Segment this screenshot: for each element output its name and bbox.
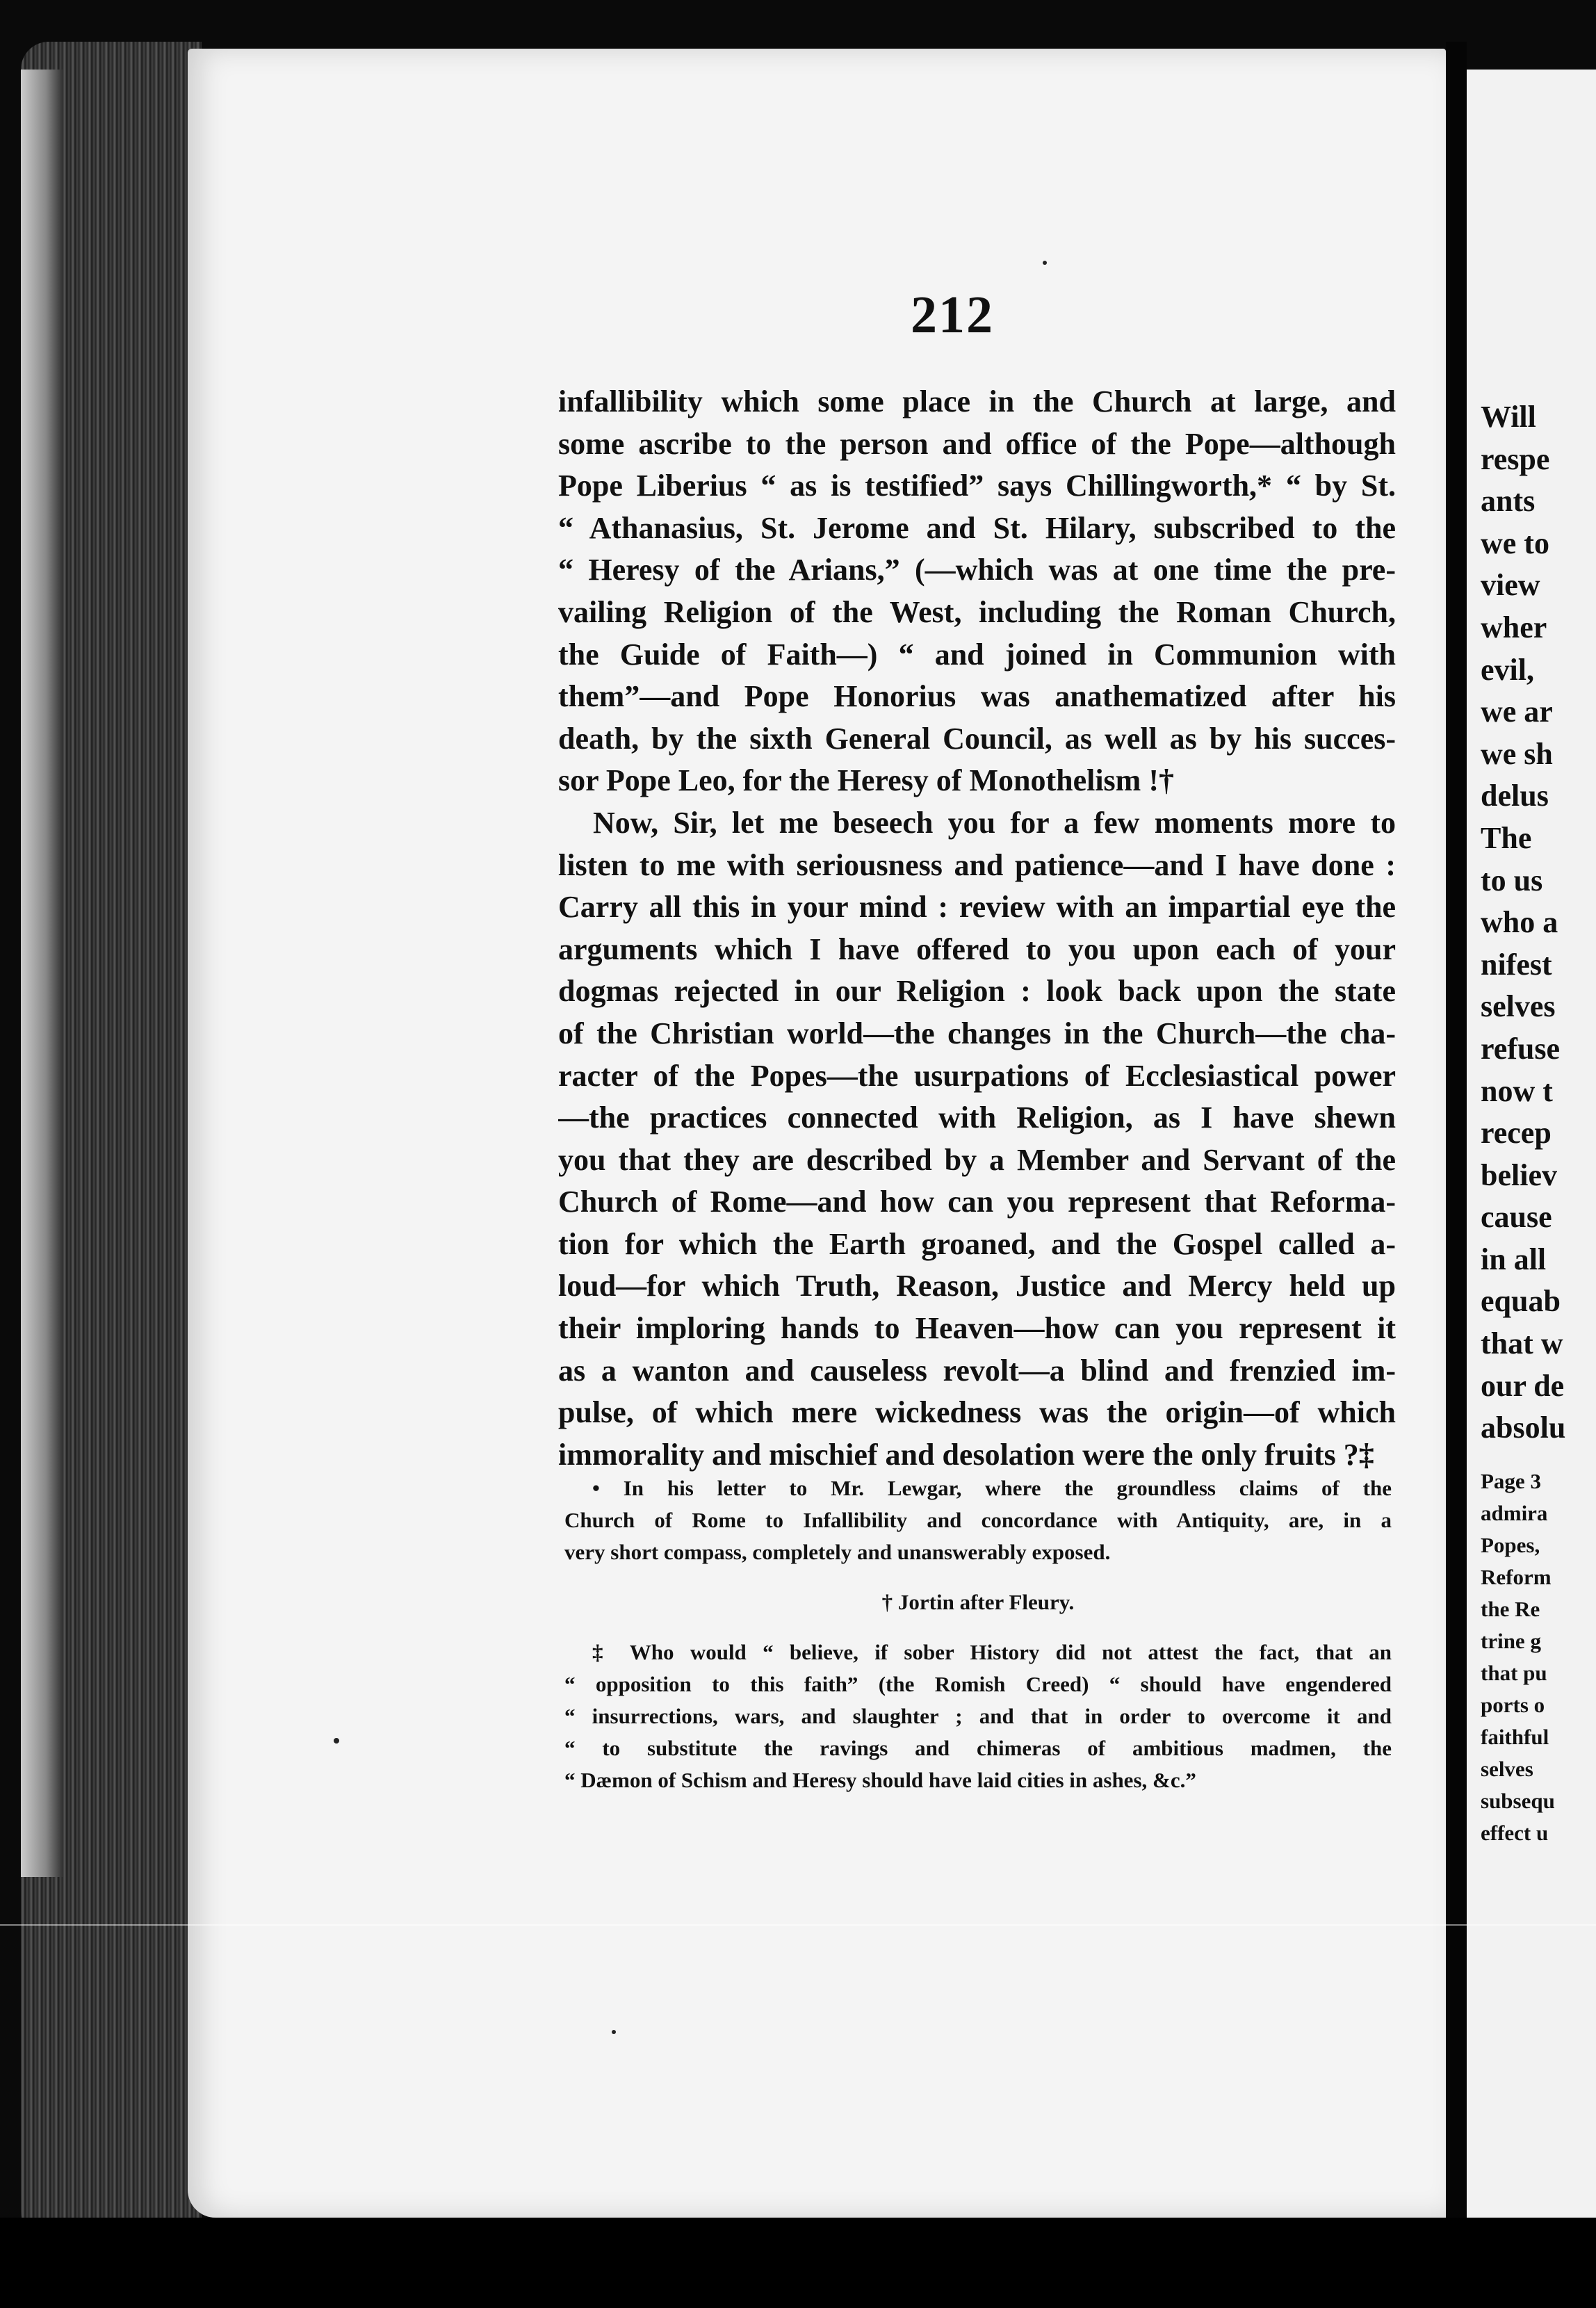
ink-speck (612, 2030, 616, 2034)
facing-line: recep (1481, 1116, 1552, 1151)
facing-line: absolu (1481, 1411, 1566, 1445)
footnote-chillingworth (564, 1472, 1392, 1568)
body-line: the Guide of Faith—) “ and joined in Communion with (558, 637, 1396, 672)
body-line: sor Pope Leo, for the Heresy of Monothelism !† (558, 763, 1174, 798)
footnote-line: very short compass, completely and unanswerably exposed. (564, 1540, 1111, 1564)
facing-line: our de (1481, 1368, 1565, 1403)
scan-background-bottom (0, 2218, 1596, 2308)
body-line: Carry all this in your mind : review with an impartial eye the (558, 890, 1396, 925)
facing-page-text (1481, 396, 1565, 1449)
facing-line: that w (1481, 1326, 1563, 1361)
facing-line: in all (1481, 1242, 1547, 1276)
footnote-line: “ to substitute the ravings and chimeras of ambitious madmen, the (564, 1736, 1392, 1760)
facing-line: selves (1481, 989, 1556, 1024)
ink-speck (334, 1738, 339, 1744)
facing-note-line: Popes, (1481, 1533, 1540, 1557)
facing-line: who a (1481, 905, 1558, 940)
body-line: Church of Rome—and how can you represent that Reforma- (558, 1185, 1396, 1219)
body-line: listen to me with seriousness and patience—and I have done : (558, 847, 1396, 882)
book-gutter (1446, 42, 1467, 2266)
facing-page-notes (1481, 1465, 1555, 1849)
body-text (558, 381, 1396, 1476)
body-line: loud—for which Truth, Reason, Justice and Mercy held up (558, 1269, 1396, 1303)
facing-line: believ (1481, 1157, 1557, 1192)
body-line: as a wanton and causeless revolt—a blind and frenzied im- (558, 1353, 1396, 1388)
facing-note-line: that pu (1481, 1661, 1547, 1685)
body-line: Now, Sir, let me beseech you for a few moments more to (593, 805, 1396, 840)
facing-line: evil, (1481, 652, 1534, 687)
body-line: “ Athanasius, St. Jerome and St. Hilary, subscribed to the (558, 510, 1396, 545)
footnote-line: ‡ Who would “ believe, if sober History did not attest the fact, that an (592, 1640, 1392, 1664)
footnotes (564, 1472, 1392, 1799)
footnote-line: “ insurrections, wars, and slaughter ; and that in order to overcome it and (564, 1704, 1392, 1728)
footnote-line: “ Dæmon of Schism and Heresy should have laid cities in ashes, &c.” (564, 1768, 1196, 1792)
body-line: you that they are described by a Member and Servant of the (558, 1142, 1396, 1177)
scan-artifact-line (0, 1924, 1596, 1926)
facing-line: to us (1481, 863, 1543, 897)
facing-line: wher (1481, 610, 1547, 644)
facing-line: respe (1481, 441, 1550, 476)
body-line: their imploring hands to Heaven—how can you represent it (558, 1311, 1396, 1346)
page-edges (21, 42, 202, 2252)
facing-line: The (1481, 820, 1532, 855)
facing-line: nifest (1481, 947, 1552, 982)
facing-note-line: Reform (1481, 1565, 1552, 1589)
footnote-line: Church of Rome to Infallibility and concordance with Antiquity, are, in a (564, 1508, 1392, 1532)
body-line: tion for which the Earth groaned, and the Gospel called a- (558, 1226, 1396, 1261)
facing-note-line: selves (1481, 1757, 1533, 1781)
body-line: vailing Religion of the West, including the Roman Church, (558, 594, 1396, 629)
body-line: of the Christian world—the changes in the Church—the cha- (558, 1016, 1396, 1050)
footnote-who-would-believe (564, 1636, 1392, 1796)
facing-line: Will (1481, 400, 1536, 434)
facing-note-line: trine g (1481, 1629, 1541, 1653)
body-line: dogmas rejected in our Religion : look back upon the state (558, 974, 1396, 1009)
body-line: infallibility which some place in the Church at large, and (558, 384, 1396, 418)
facing-line: we ar (1481, 694, 1553, 729)
facing-note-line: ports o (1481, 1693, 1545, 1717)
body-line: arguments which I have offered to you upon each of your (558, 932, 1396, 966)
page-number: 212 (911, 286, 994, 344)
footnote-line: • In his letter to Mr. Lewgar, where the groundless claims of the (592, 1476, 1392, 1500)
body-line: pulse, of which mere wickedness was the origin—of which (558, 1395, 1396, 1430)
facing-line: ants (1481, 484, 1536, 519)
facing-line: view (1481, 568, 1540, 603)
footnote-line: “ opposition to this faith” (the Romish Creed) “ should have engendered (564, 1672, 1392, 1696)
facing-line: equab (1481, 1284, 1561, 1319)
facing-line: delus (1481, 779, 1549, 813)
facing-line: cause (1481, 1200, 1552, 1235)
facing-note-line: effect u (1481, 1821, 1549, 1845)
facing-note-line: subsequ (1481, 1789, 1555, 1813)
ink-speck (1043, 261, 1047, 265)
facing-note-line: Page 3 (1481, 1469, 1541, 1493)
facing-line: we to (1481, 526, 1549, 560)
facing-line: we sh (1481, 736, 1553, 771)
body-line: immorality and mischief and desolation were the only fruits ?‡ (558, 1437, 1374, 1472)
body-line: death, by the sixth General Council, as well as by his succes- (558, 721, 1396, 756)
body-line: them”—and Pope Honorius was anathematized after his (558, 679, 1396, 714)
facing-note-line: admira (1481, 1501, 1548, 1525)
body-line: Pope Liberius “ as is testified” says Chillingworth,* “ by St. (558, 469, 1396, 503)
body-line: racter of the Popes—the usurpations of Ecclesiastical power (558, 1058, 1396, 1093)
facing-line: now t (1481, 1073, 1553, 1108)
facing-note-line: the Re (1481, 1597, 1540, 1621)
facing-line: refuse (1481, 1031, 1561, 1066)
body-line: “ Heresy of the Arians,” (—which was at one time the pre- (558, 553, 1396, 587)
body-line: —the practices connected with Religion, as I have shewn (558, 1100, 1396, 1135)
body-line: some ascribe to the person and office of the Pope—although (558, 426, 1396, 461)
footnote-jortin: † Jortin after Fleury. (881, 1590, 1075, 1614)
facing-note-line: faithful (1481, 1725, 1549, 1749)
page-edge-highlight (21, 70, 63, 1877)
